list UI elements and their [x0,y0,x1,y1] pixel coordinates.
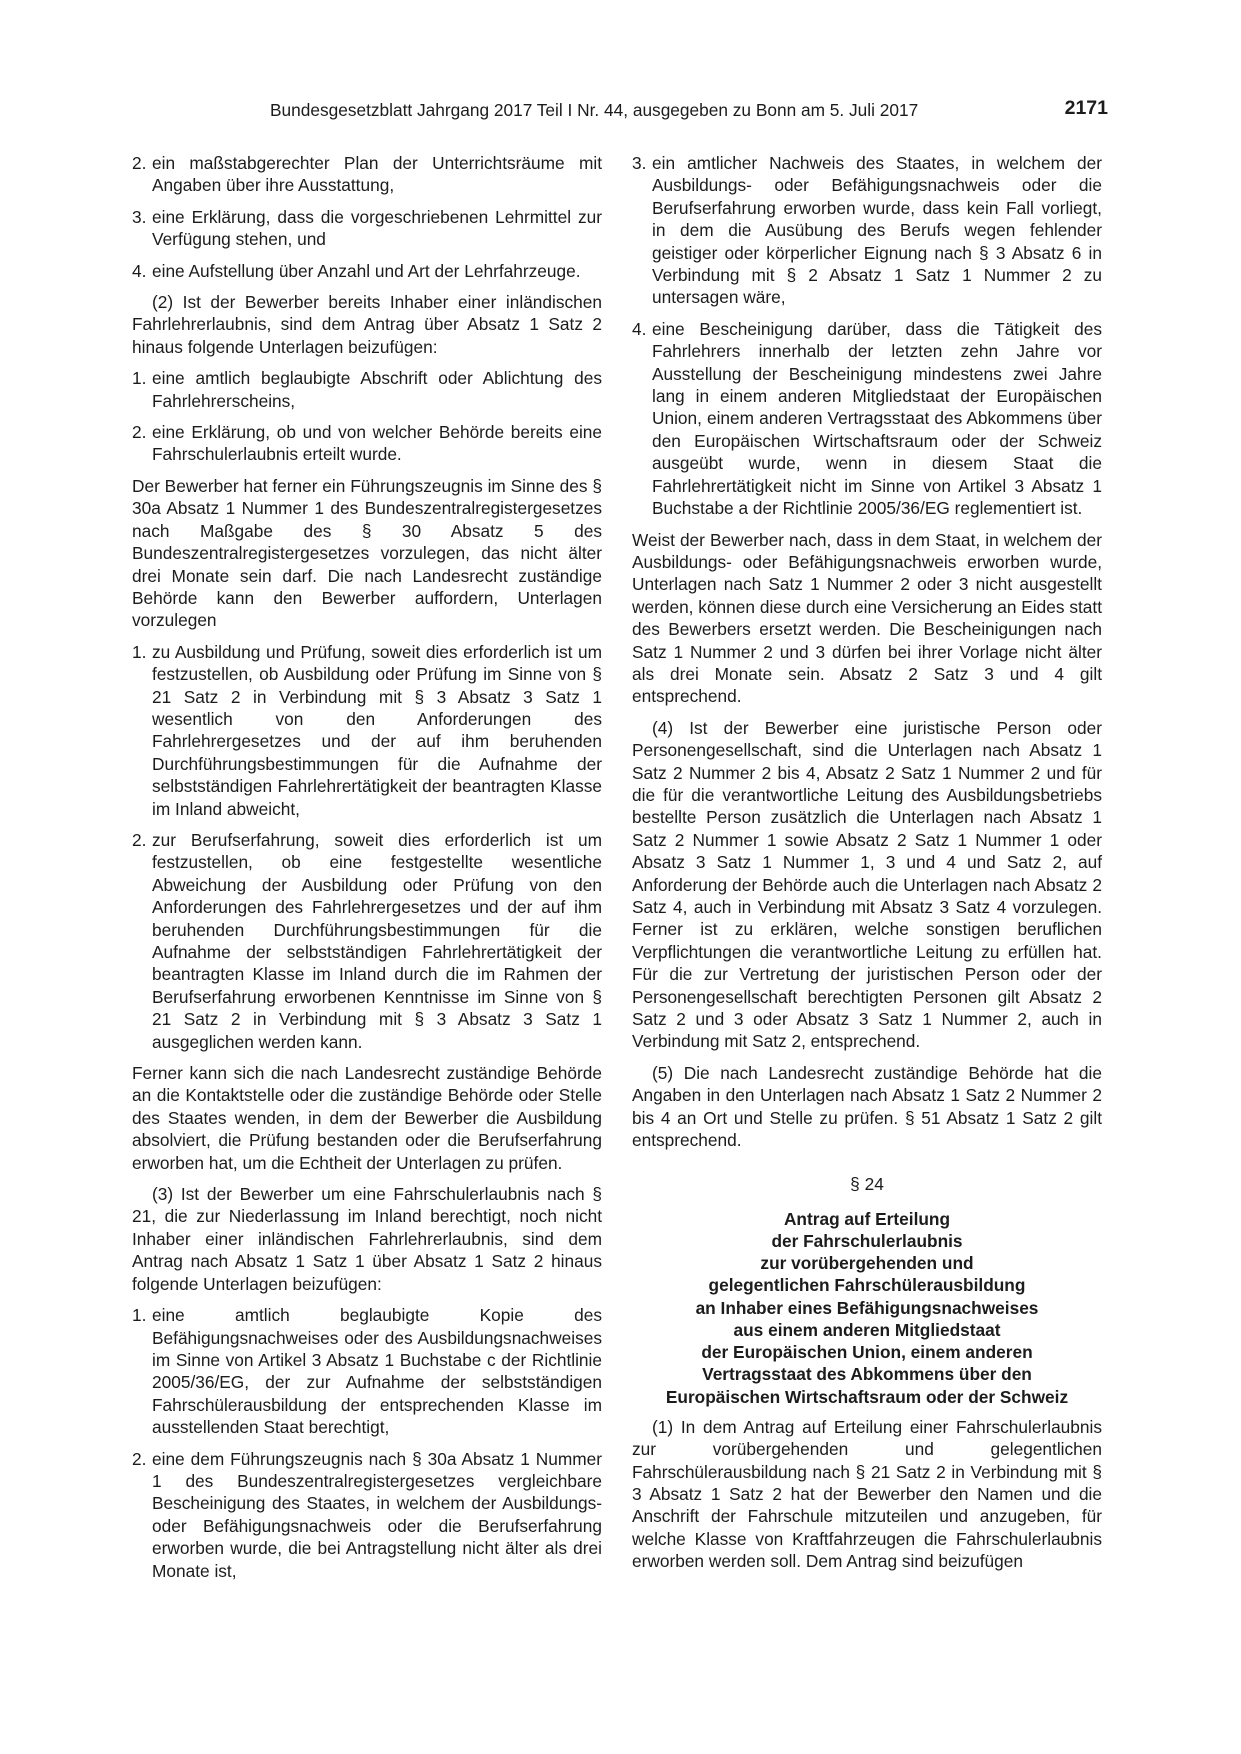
list-text: zur Berufserfahrung, soweit dies erforderlich ist um festzustellen, ob eine festgestellte wesentliche Abweichung der Ausbildung oder Prüfung von den Anforderungen des Fahrlehrergesetzes und der auf ihm beruhenden Durchführungsbestimmungen für die Aufnahme der selbstständigen Fahrlehrertätigkeit der beantragten Klasse im Inland durch die im Rahmen der Berufserfahrung erworbenen Kenntnisse im Sinne von § 21 Satz 2 in Verbindung mit § 3 Absatz 3 Satz 1 ausgeglichen werden kann. [152,829,602,1052]
list-item [132,829,602,1053]
section-title-line: der Europäischen Union, einem anderen [701,1342,1033,1363]
list-number: 3. [132,206,147,227]
section-title-line: aus einem anderen Mitgliedstaat [733,1319,1001,1340]
list-number: 1. [132,1305,147,1326]
list-item [132,1304,602,1438]
left-column [132,152,602,1591]
list-item [132,641,602,820]
list-text: eine amtlich beglaubigte Abschrift oder Ablichtung des Fahrlehrerscheins, [152,368,602,411]
paragraph-section-24-absatz-1: (1) In dem Antrag auf Erteilung einer Fahrschulerlaubnis zur vorübergehenden und gelegentlichen Fahrschülerausbildung nach § 21 Satz 2 in Verbindung mit § 3 Absatz 1 Satz 2 hat der Bewerber den Namen und die Anschrift der Fahrschule mitzuteilen und anzugeben, für welche Klasse von Kraftfahrzeugen die Fahrschulerlaubnis erworben werden soll. Dem Antrag sind beizufügen [632,1416,1102,1572]
list-item [132,1448,602,1582]
list-item [632,152,1102,309]
list-text: ein maßstabgerechter Plan der Unterrichtsräume mit Angaben über ihre Ausstattung, [152,153,602,196]
paragraph-absatz-4: (4) Ist der Bewerber eine juristische Person oder Personengesellschaft, sind die Unterlagen nach Absatz 1 Satz 2 Nummer 2 bis 4, Absatz 2 Satz 1 Nummer 2 und für die für die verantwortliche Leitung des Ausbildungsbetriebs bestellte Person zusätzlich die Unterlagen nach Absatz 1 Satz 2 Nummer 1 sowie Absatz 2 Satz 1 Nummer 1 oder Absatz 3 Satz 1 Nummer 1, 3 und 4 und Satz 2, auf Anforderung der Behörde auch die Unterlagen nach Absatz 2 Satz 4, auch in Verbindung mit Absatz 3 Satz 4 vorzulegen. Ferner ist zu erklären, welche sonstigen beruflichen Verpflichtungen die verantwortliche Leitung zu erfüllen hat. Für die zur Vertretung der juristischen Person oder der Personengesellschaft berechtigten Personen gilt Absatz 2 Satz 2 und 3 oder Absatz 3 Satz 1 Nummer 2, auch in Verbindung mit Satz 2, entsprechend. [632,717,1102,1052]
list-text: ein amtlicher Nachweis des Staates, in welchem der Ausbildungs- oder Befähigungsnachweis oder die Berufserfahrung erworben wurde, dass kein Fall vorliegt, in dem die Ausübung des Berufs wegen fehlender geistiger oder körperlicher Eignung nach § 3 Absatz 6 in Verbindung mit § 2 Absatz 1 Satz 1 Nummer 2 zu untersagen wäre, [652,153,1102,308]
list-text: eine amtlich beglaubigte Kopie des Befähigungsnachweises oder des Ausbildungsnachweises im Sinne von Artikel 3 Absatz 1 Buchstabe c der Richtlinie 2005/36/EG, der zur Aufnahme der selbstständigen Fahrschülerausbildung der entsprechenden Klasse im ausstellenden Staat berechtigt, [152,1305,602,1438]
section-title-line: an Inhaber eines Befähigungsnachweises [695,1297,1039,1318]
list-item [132,367,602,412]
list-item [632,318,1102,520]
list-number: 2. [132,1448,147,1469]
paragraph-weist: Weist der Bewerber nach, dass in dem Staat, in welchem der Ausbildungs- oder Befähigungsnachweis erworben wurde, Unterlagen nach Satz 1 Nummer 2 oder 3 nicht ausgestellt werden, können diese durch eine Versicherung an Eides statt des Bewerbers ersetzt werden. Die Bescheinigungen nach Satz 1 Nummer 2 und 3 dürfen bei ihrer Vorlage nicht älter als drei Monate sein. Absatz 2 Satz 3 und 4 gilt entsprechend. [632,529,1102,707]
section-title [632,1208,1102,1408]
list-item [132,260,602,282]
list-text: zu Ausbildung und Prüfung, soweit dies erforderlich ist um festzustellen, ob Ausbildung oder Prüfung im Sinne von § 21 Satz 2 in Verbindung mit § 3 Absatz 3 Satz 1 wesentlich von den Anforderungen des Fahrlehrergesetzes und der auf ihm beruhenden Durchführungsbestimmungen für die Aufnahme der selbstständigen Fahrlehrertätigkeit der beantragten Klasse im Inland abweicht, [152,641,602,819]
list-number: 4. [132,260,147,281]
page-number: 2171 [1064,97,1108,119]
list-text: eine Aufstellung über Anzahl und Art der Lehrfahrzeuge. [152,260,581,281]
list-number: 3. [632,153,647,173]
right-column [632,152,1102,1582]
list-number: 2. [132,153,147,173]
section-title-line: gelegentlichen Fahrschülerausbildung [708,1275,1026,1296]
paragraph-bewerber: Der Bewerber hat ferner ein Führungszeugnis im Sinne des § 30a Absatz 1 Nummer 1 des Bundeszentralregistergesetzes nach Maßgabe des § 30 Absatz 5 des Bundeszentralregistergesetzes vorzulegen, das nicht älter drei Monate sein darf. Die nach Landesrecht zuständige Behörde kann den Bewerber auffordern, Unterlagen vorzulegen [132,475,602,631]
list-number: 4. [632,318,647,339]
paragraph-absatz-3: (3) Ist der Bewerber um eine Fahrschulerlaubnis nach § 21, die zur Niederlassung im Inland berechtigt, noch nicht Inhaber einer inländischen Fahrlehrerlaubnis, sind dem Antrag nach Absatz 1 Satz 1 über Absatz 1 Satz 2 hinaus folgende Unterlagen beizufügen: [132,1184,602,1294]
section-title-line: zur vorübergehenden und [760,1253,974,1274]
list-text: eine dem Führungszeugnis nach § 30a Absatz 1 Nummer 1 des Bundeszentralregistergesetzes vergleichbare Bescheinigung des Staates, in welchem der Ausbildungs- oder Befähigungsnachweis oder die Berufserfahrung erworben wurde, die bei Antragstellung nicht älter als drei Monate ist, [152,1448,602,1581]
list-number: 2. [132,829,147,850]
section-title-line: Vertragsstaat des Abkommens über den [702,1364,1032,1385]
publication-title: Bundesgesetzblatt Jahrgang 2017 Teil I Nr. 44, ausgegeben zu Bonn am 5. Juli 2017 [270,100,919,120]
section-title-line: Europäischen Wirtschaftsraum oder der Schweiz [665,1386,1069,1407]
list-item [132,152,602,197]
list-text: eine Bescheinigung darüber, dass die Tätigkeit des Fahrlehrers innerhalb der letzten zehn Jahre vor Ausstellung der Bescheinigung mindestens zwei Jahre lang in einem anderen Mitgliedstaat der Europäischen Union, einem anderen Vertragsstaat des Abkommens über den Europäischen Wirtschaftsraum oder der Schweiz ausgeübt wurde, wenn in diesem Staat die Fahrlehrertätigkeit nicht im Sinne von Artikel 3 Absatz 1 Buchstabe a der Richtlinie 2005/36/EG reglementiert ist. [652,318,1102,519]
list-text: eine Erklärung, ob und von welcher Behörde bereits eine Fahrschulerlaubnis erteilt wurde. [152,422,602,465]
section-title-line: der Fahrschulerlaubnis [771,1231,963,1252]
paragraph-absatz-5: (5) Die nach Landesrecht zuständige Behörde hat die Angaben in den Unterlagen nach Absatz 1 Satz 2 Nummer 2 bis 4 an Ort und Stelle zu prüfen. § 51 Absatz 1 Satz 2 gilt entsprechend. [632,1062,1102,1151]
list-item [132,421,602,466]
section-number: § 24 [850,1174,884,1195]
list-text: eine Erklärung, dass die vorgeschriebenen Lehrmittel zur Verfügung stehen, und [152,206,602,250]
page-header [270,97,1120,124]
list-number: 1. [132,641,147,662]
list-number: 2. [132,422,147,443]
section-title-line: Antrag auf Erteilung [783,1208,951,1229]
paragraph-absatz-2: (2) Ist der Bewerber bereits Inhaber einer inländischen Fahrlehrerlaubnis, sind dem Antrag über Absatz 1 Satz 2 hinaus folgende Unterlagen beizufügen: [132,292,602,357]
list-number: 1. [132,368,147,389]
list-item [132,206,602,251]
paragraph-ferner: Ferner kann sich die nach Landesrecht zuständige Behörde an die Kontaktstelle oder die zuständige Behörde oder Stelle des Staates wenden, in dem der Bewerber die Ausbildung absolviert, die Prüfung bestanden oder die Berufserfahrung erworben hat, um die Echtheit der Unterlagen zu prüfen. [132,1063,602,1173]
